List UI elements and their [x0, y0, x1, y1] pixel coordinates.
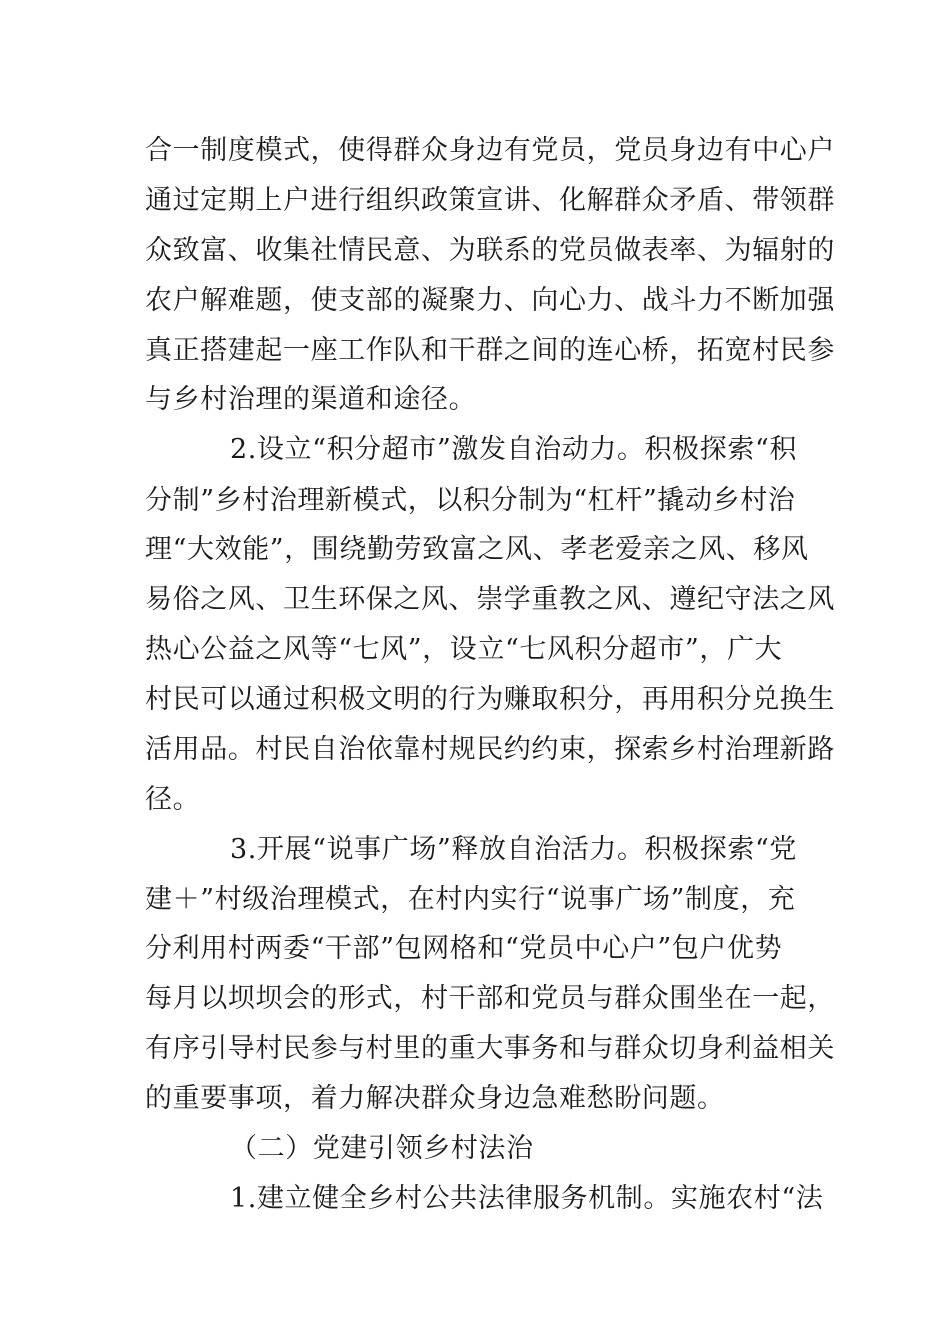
paragraph-3-line-2: 建＋”村级治理模式，在村内实行“说事广场”制度，充	[145, 884, 796, 915]
paragraph-1-line-4: 农户解难题，使支部的凝聚力、向心力、战斗力不断加强	[145, 285, 835, 316]
paragraph-2-line-1: 2.设立“积分超市”激发自治动力。积极探索“积	[230, 434, 797, 465]
paragraph-1-line-1: 合一制度模式，使得群众身边有党员，党员身边有中心户	[145, 135, 835, 166]
paragraph-2-line-2: 分制”乡村治理新模式，以积分制为“杠杆”撬动乡村治	[145, 485, 796, 516]
paragraph-1-line-5: 真正搭建起一座工作队和干群之间的连心桥，拓宽村民参	[145, 335, 835, 366]
paragraph-3-line-5: 有序引导村民参与村里的重大事务和与群众切身利益相关	[145, 1033, 835, 1064]
paragraph-2-line-6: 村民可以通过积极文明的行为赚取积分，再用积分兑换生	[145, 684, 835, 715]
paragraph-2-line-3: 理“大效能”，围绕勤劳致富之风、孝老爱亲之风、移风	[145, 534, 809, 565]
paragraph-3-line-1: 3.开展“说事广场”释放自治活力。积极探索“党	[230, 834, 797, 865]
paragraph-1-line-3: 众致富、收集社情民意、为联系的党员做表率、为辐射的	[145, 235, 835, 266]
paragraph-3-line-3: 分利用村两委“干部”包网格和“党员中心户”包户优势	[145, 933, 783, 964]
paragraph-2-line-8: 径。	[145, 784, 201, 815]
paragraph-1-line-2: 通过定期上户进行组织政策宣讲、化解群众矛盾、带领群	[145, 185, 835, 216]
section-heading: （二）党建引领乡村法治	[230, 1133, 534, 1164]
paragraph-2-line-4: 易俗之风、卫生环保之风、崇学重教之风、遵纪守法之风	[145, 584, 835, 615]
paragraph-4-line-1: 1.建立健全乡村公共法律服务机制。实施农村“法	[230, 1183, 824, 1214]
paragraph-2-line-7: 活用品。村民自治依靠村规民约约束，探索乡村治理新路	[145, 734, 835, 765]
paragraph-1-line-6: 与乡村治理的渠道和途径。	[145, 384, 477, 415]
paragraph-3-line-4: 每月以坝坝会的形式，村干部和党员与群众围坐在一起，	[145, 983, 835, 1014]
paragraph-2-line-5: 热心公益之风等“七风”，设立“七风积分超市”，广大	[145, 634, 783, 665]
paragraph-3-line-6: 的重要事项，着力解决群众身边急难愁盼问题。	[145, 1083, 725, 1114]
